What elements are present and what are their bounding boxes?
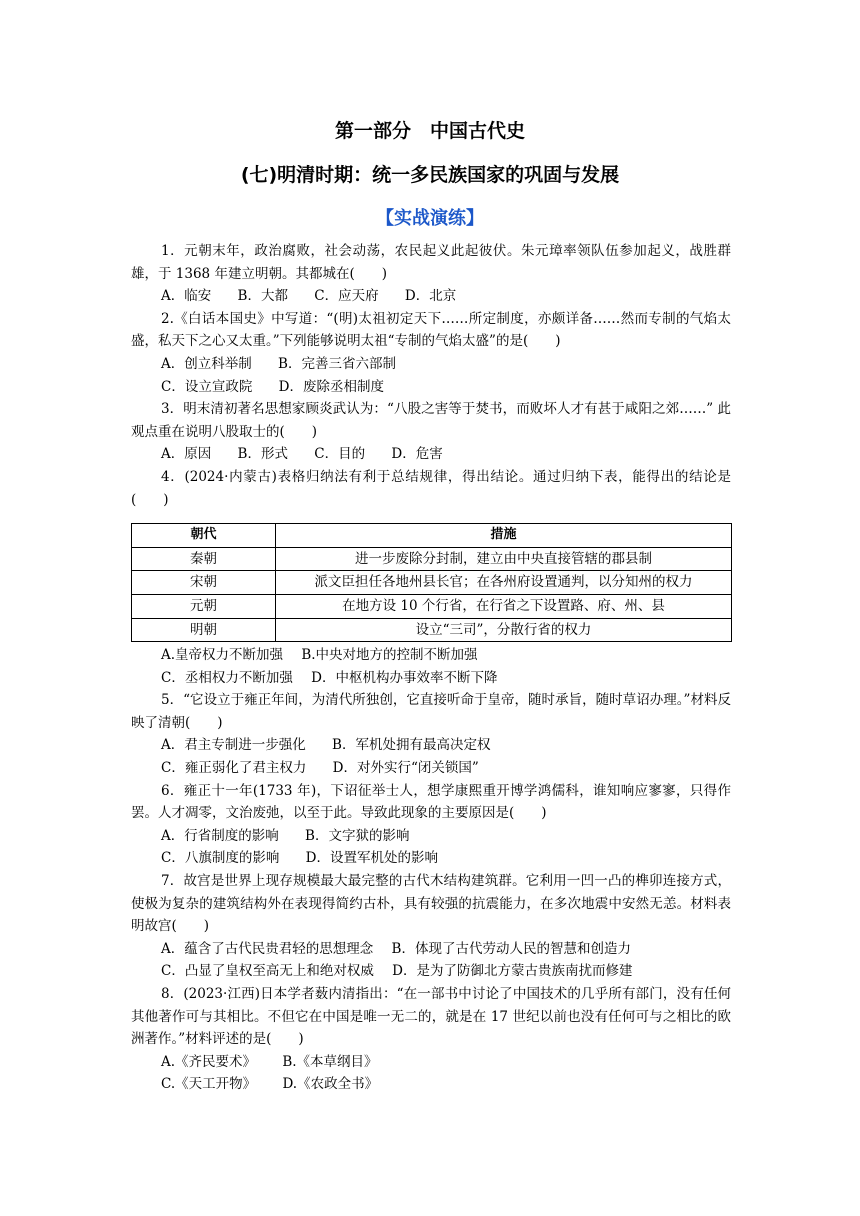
- table-cell: 明朝: [132, 618, 276, 642]
- question-stem: 4．(2024·内蒙古)表格归纳法有利于总结规律，得出结论。通过归纳下表，能得出的结论是( ): [131, 468, 731, 508]
- chapter-title: (七)明清时期：统一多民族国家的巩固与发展: [240, 164, 620, 186]
- option-c: C．凸显了皇权至高无上和绝对权威: [161, 963, 374, 980]
- option-d: D．中枢机构办事效率不断下降: [311, 669, 498, 686]
- options-row: [131, 353, 731, 376]
- table-cell: 派文臣担任各地州县长官；在各州府设置通判，以分知州的权力: [276, 571, 732, 595]
- options-row: [131, 285, 731, 308]
- question-3: [131, 398, 731, 466]
- table-row: [132, 618, 732, 642]
- option-d: D．危害: [391, 446, 443, 463]
- table-row: [132, 547, 732, 571]
- option-b: B.《本草纲目》: [282, 1053, 378, 1070]
- option-b: B．文字狱的影响: [305, 827, 410, 844]
- option-c: C．丞相权力不断加强: [161, 669, 293, 686]
- option-c: C．目的: [314, 446, 366, 463]
- option-b: B．军机处拥有最高决定权: [332, 737, 491, 754]
- question-stem: 2.《白话本国史》中写道：“(明)太祖初定天下……所定制度，亦颇详备……然而专制的气焰太盛，私天下之心又太重。”下列能够说明太祖“专制的气焰太盛”的是( ): [131, 310, 731, 350]
- option-c: C．雍正弱化了君主权力: [161, 760, 307, 777]
- option-d: D．废除丞相制度: [278, 378, 384, 395]
- option-b: B.中央对地方的控制不断加强: [301, 647, 478, 664]
- option-a: A．创立科举制: [161, 355, 252, 372]
- option-d: D．对外实行“闭关锁国”: [332, 760, 479, 777]
- option-d: D．设置军机处的影响: [305, 850, 438, 867]
- options-row: [131, 938, 731, 961]
- section-title: 【实战演练】: [376, 208, 484, 229]
- option-a: A．临安: [161, 288, 212, 305]
- options-row: [131, 644, 731, 667]
- dynasty-measures-table: [131, 523, 732, 642]
- options-row: [131, 825, 731, 848]
- table-header-row: [132, 524, 732, 548]
- question-7: [131, 870, 731, 983]
- question-4: [131, 466, 731, 689]
- option-a: A．君主专制进一步强化: [161, 737, 306, 754]
- question-1: [131, 240, 731, 308]
- table-cell: 秦朝: [132, 547, 276, 571]
- question-stem: 6．雍正十一年(1733 年)，下诏征举士人，想学康熙重开博学鸿儒科，谁知响应寥寥，只得作罢。人才凋零，文治废弛，以至于此。导致此现象的主要原因是( ): [131, 782, 731, 822]
- part-title: 第一部分 中国古代史: [334, 120, 525, 142]
- question-stem: 8．(2023·江西)日本学者薮内清指出：“在一部书中讨论了中国技术的几乎所有部门，没有任何其他著作可与其相比。不但它在中国是唯一无二的，就是在 17 世纪以前也没有任何可与之相比的欧洲著作。”材料评述的是( ): [131, 986, 731, 1048]
- options-row: [131, 757, 731, 780]
- option-d: D．是为了防御北方蒙古贵族南扰而修建: [392, 963, 633, 980]
- table-cell: 宋朝: [132, 571, 276, 595]
- question-6: [131, 780, 731, 870]
- options-row: [131, 1073, 731, 1096]
- question-2: [131, 308, 731, 398]
- question-8: [131, 983, 731, 1096]
- option-d: D．北京: [404, 288, 457, 305]
- question-stem: 3．明末清初著名思想家顾炎武认为：“八股之害等于焚书，而败坏人才有甚于咸阳之郊……” 此观点重在说明八股取士的( ): [131, 401, 731, 440]
- table-cell: 在地方设 10 个行省，在行省之下设置路、府、州、县: [276, 594, 732, 618]
- options-row: [131, 734, 731, 757]
- options-row: [131, 960, 731, 983]
- option-a: A.《齐民要术》: [161, 1053, 257, 1070]
- options-row: [131, 667, 731, 690]
- option-b: B．完善三省六部制: [278, 355, 396, 372]
- question-stem: 1．元朝末年，政治腐败，社会动荡，农民起义此起彼伏。朱元璋率领队伍参加起义，战胜群雄，于 1368 年建立明朝。其都城在( ): [131, 243, 731, 282]
- option-c: C.《天工开物》: [161, 1076, 257, 1093]
- question-list: [131, 240, 731, 1096]
- option-a: A．蕴含了古代民贵君轻的思想理念: [161, 940, 374, 957]
- table-header-measures: 措施: [276, 524, 732, 548]
- table-row: [132, 571, 732, 595]
- table-header-dynasty: 朝代: [132, 524, 276, 548]
- option-a: A.皇帝权力不断加强: [161, 647, 284, 664]
- option-c: C．应天府: [314, 288, 379, 305]
- table-cell: 设立“三司”，分散行省的权力: [276, 618, 732, 642]
- option-b: B．形式: [237, 446, 288, 463]
- option-d: D.《农政全书》: [282, 1076, 379, 1093]
- table-cell: 进一步废除分封制，建立由中央直接管辖的郡县制: [276, 547, 732, 571]
- question-stem: 5．“它设立于雍正年间，为清代所独创，它直接听命于皇帝，随时承旨，随时草诏办理。”材料反映了清朝( ): [131, 692, 731, 731]
- options-row: [131, 443, 731, 466]
- question-5: [131, 689, 731, 779]
- options-row: [131, 376, 731, 399]
- option-c: C．八旗制度的影响: [161, 850, 280, 867]
- option-b: B．大都: [237, 288, 288, 305]
- table-cell: 元朝: [132, 594, 276, 618]
- options-row: [131, 847, 731, 870]
- question-stem: 7．故宫是世界上现存规模最大最完整的古代木结构建筑群。它利用一凹一凸的榫卯连接方式，使极为复杂的建筑结构外在表现得简约古朴，具有较强的抗震能力，在多次地震中安然无恙。材料表明故宫( ): [131, 873, 731, 935]
- option-a: A．原因: [161, 446, 212, 463]
- option-b: B．体现了古代劳动人民的智慧和创造力: [391, 940, 631, 957]
- option-a: A．行省制度的影响: [161, 827, 279, 844]
- option-c: C．设立宣政院: [161, 378, 253, 395]
- options-row: [131, 1051, 731, 1074]
- table-row: [132, 594, 732, 618]
